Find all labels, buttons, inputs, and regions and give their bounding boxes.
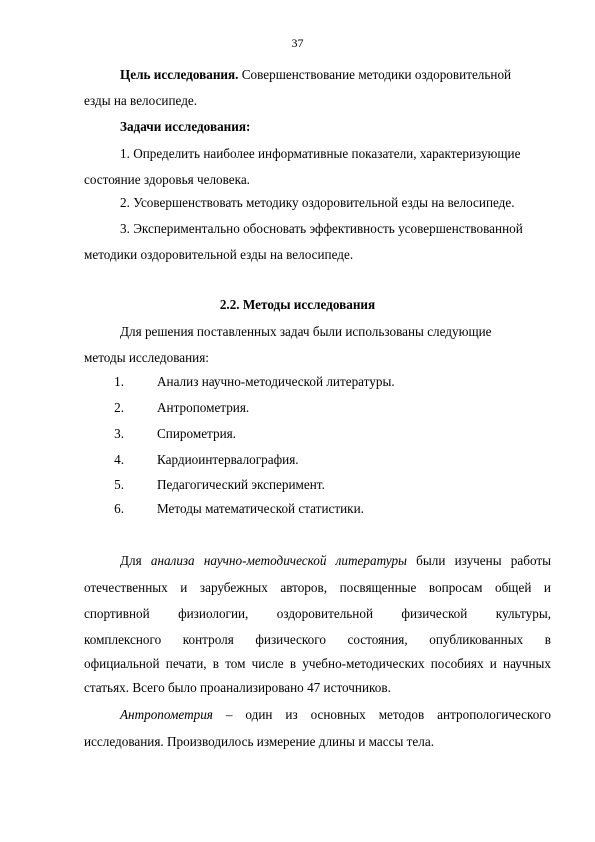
task-2: 2. Усовершенствовать методику оздоровительной езды на велосипеде. [120,195,515,210]
list-text: Педагогический эксперимент. [157,477,325,492]
list-text: Кардиоинтервалография. [157,452,299,467]
anthropometry-term: Антропометрия [120,707,213,722]
literature-term: анализа научно-методической литературы [150,553,407,568]
literature-line: официальной печати, в том числе в учебно-методических пособиях и научных [84,656,551,671]
goal-label: Цель исследования. [120,67,239,82]
methods-intro: Для решения поставленных задач были использованы следующие [120,324,492,339]
list-number: 2. [114,400,124,415]
task-1-cont: состояние здоровья человека. [84,172,250,187]
task-3: 3. Экспериментально обосновать эффективность усовершенствованной [120,221,523,236]
methods-intro-cont: методы исследования: [84,350,209,365]
list-number: 3. [114,426,124,441]
task-3-cont: методики оздоровительной езды на велосипеде. [84,247,354,262]
goal-paragraph [120,67,511,83]
list-number: 4. [114,452,124,467]
literature-line: отечественных и зарубежных авторов, посвященные вопросам общей и [84,580,551,595]
task-1: 1. Определить наиболее информативные показатели, характеризующие [120,146,521,161]
literature-text: были изучены работы [406,553,551,568]
anthropometry-text: – один из основных методов антропологического [212,707,551,722]
list-text: Методы математической статистики. [157,501,364,516]
literature-line: спортивной физиологии, оздоровительной физической культуры, [84,606,551,621]
goal-text-cont: езды на велосипеде. [84,93,198,108]
list-number: 6. [114,501,124,516]
list-number: 5. [114,477,124,492]
section-heading: 2.2. Методы исследования [219,297,376,312]
literature-line [120,553,551,569]
goal-text: Совершенствование методики оздоровительной [238,67,512,82]
anthropometry-line [120,707,551,723]
tasks-heading: Задачи исследования: [120,119,251,134]
anthropometry-line: исследования. Производилось измерение длины и массы тела. [84,734,434,749]
page-number: 37 [291,36,304,50]
list-text: Анализ научно-методической литературы. [157,374,395,389]
literature-line: комплексного контроля физического состояния, опубликованных в [84,632,551,647]
literature-line: статьях. Всего было проанализировано 47 источников. [84,680,391,695]
list-number: 1. [114,374,124,389]
literature-text: Для [120,553,151,568]
list-text: Антропометрия. [157,400,250,415]
list-text: Спирометрия. [157,426,236,441]
